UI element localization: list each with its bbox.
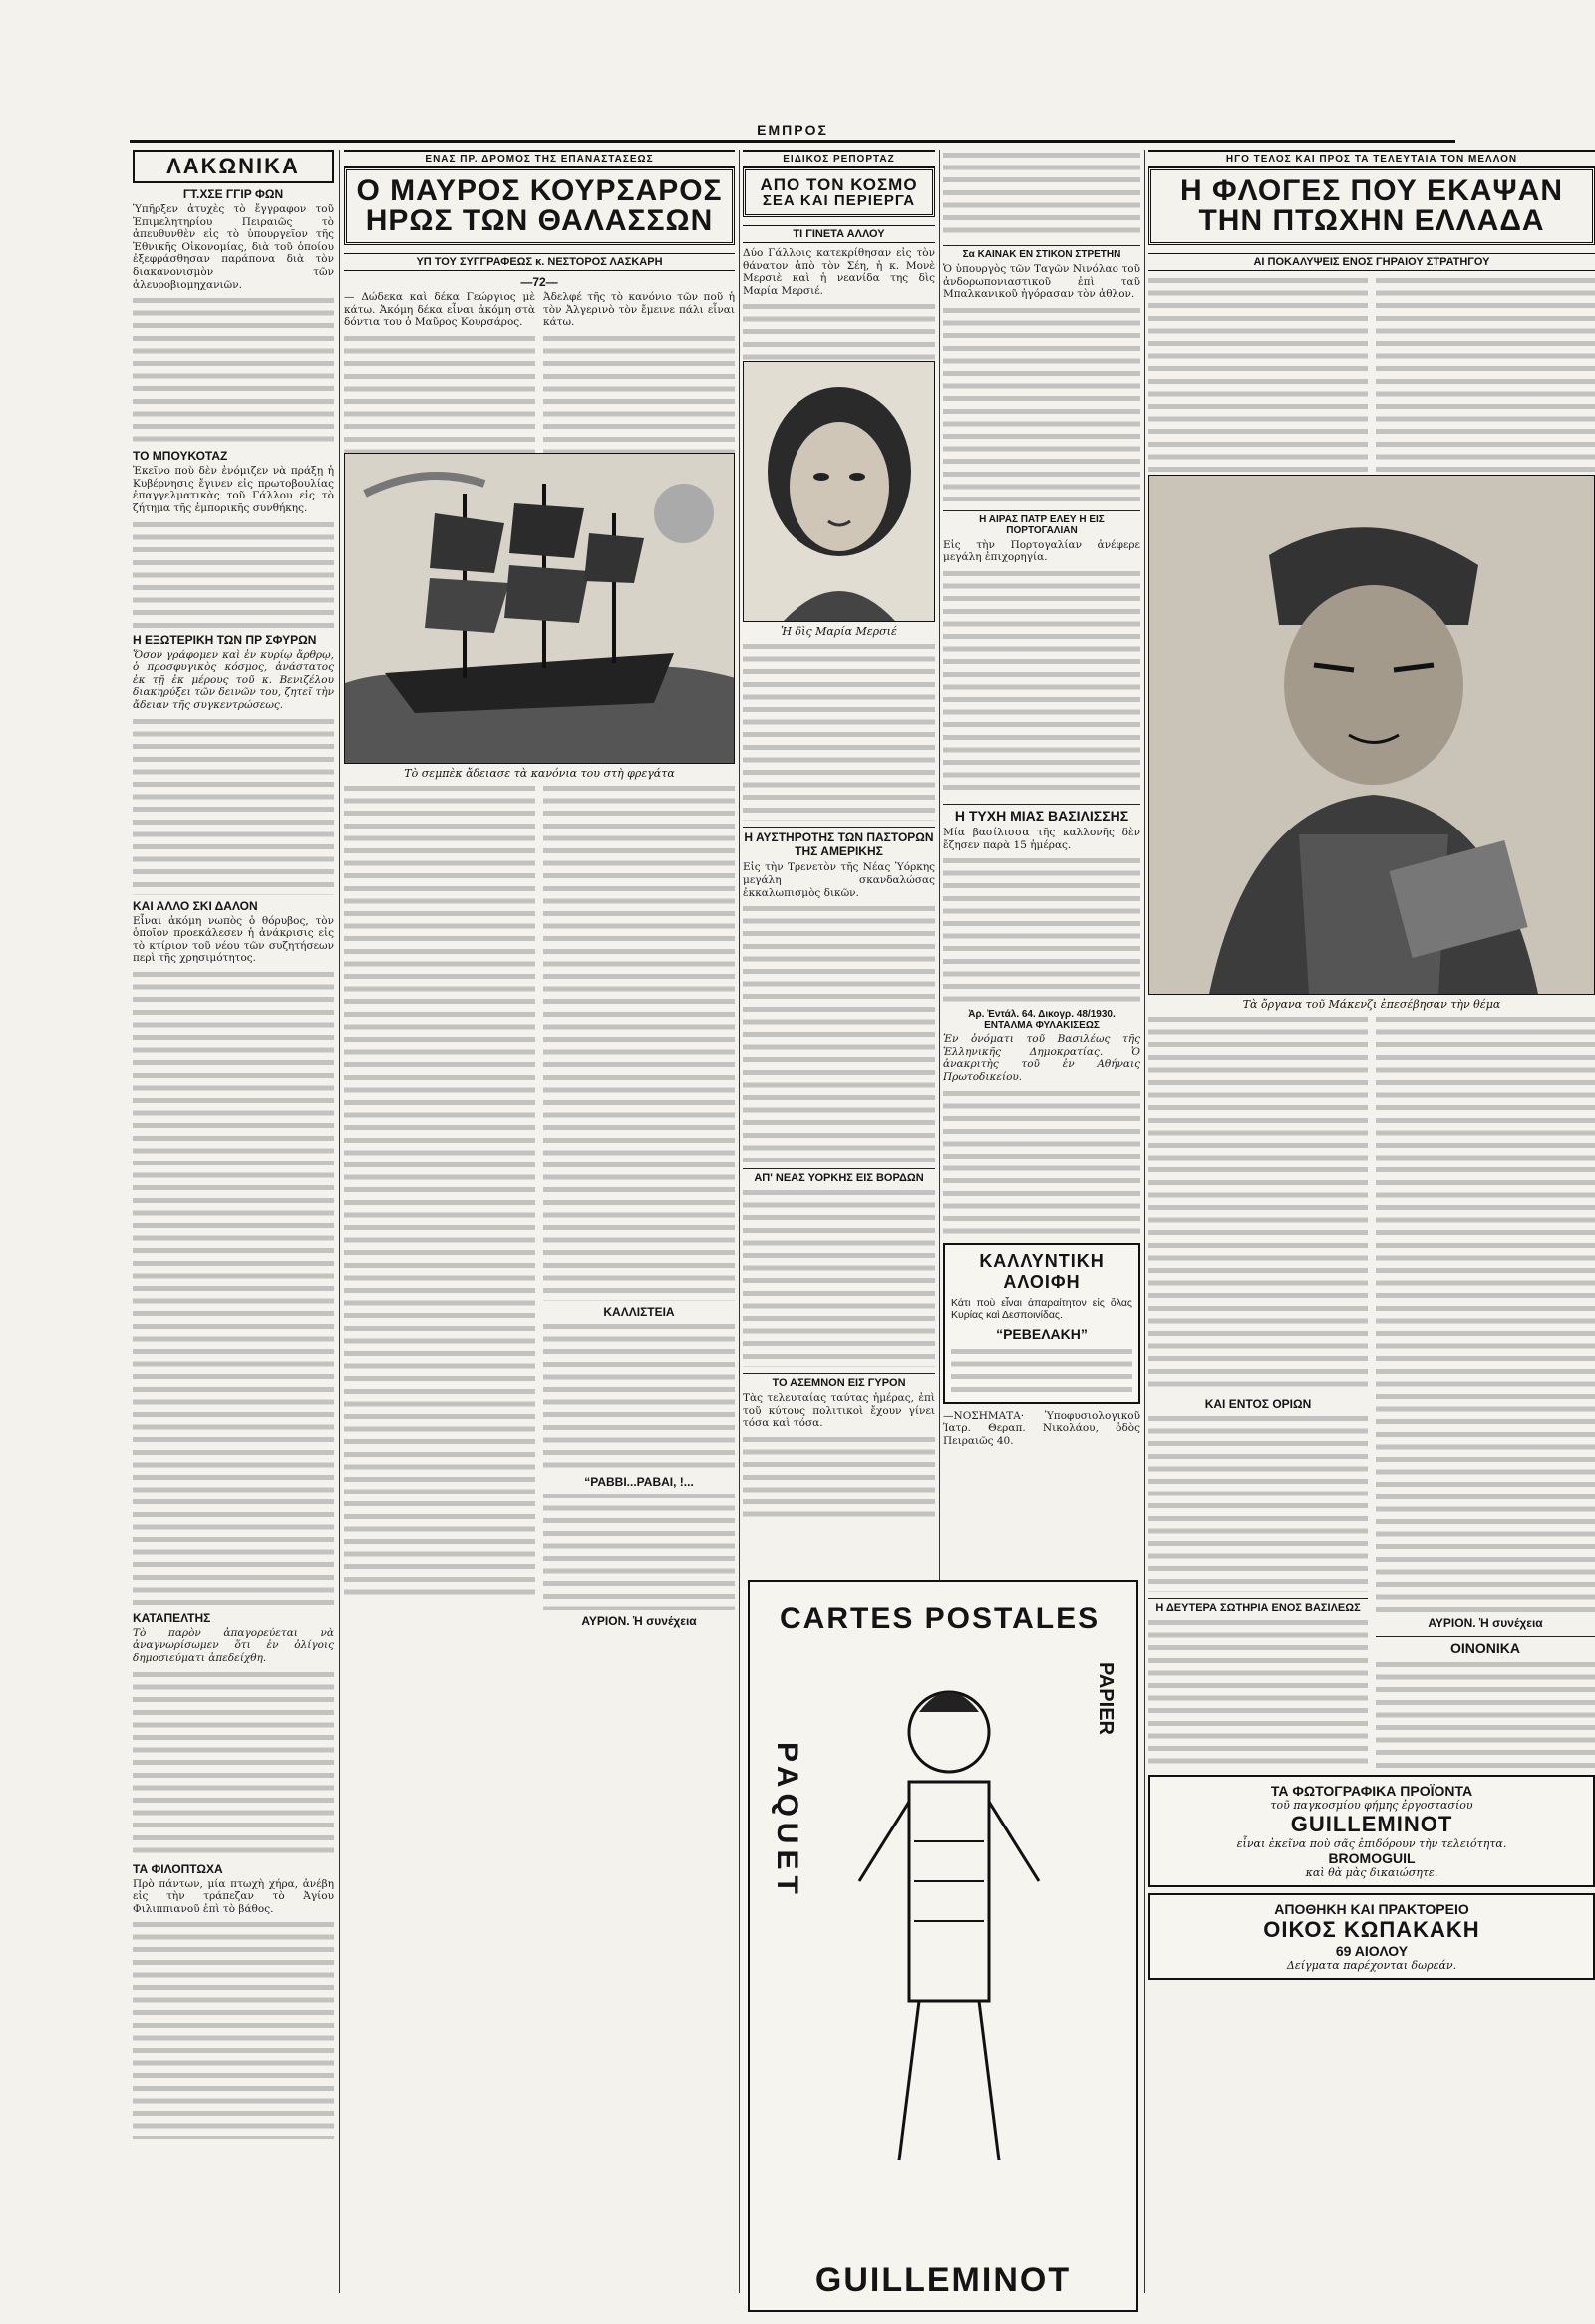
ad-footer: καὶ θὰ μὰς δικαιώσητε. bbox=[1305, 1866, 1438, 1879]
column-apo-ton-kosmo bbox=[743, 150, 935, 1565]
continued-note: ΑΥΡΙΟΝ. Ἡ συνέχεια bbox=[1428, 1616, 1543, 1630]
text-block bbox=[344, 333, 535, 453]
text-block bbox=[133, 1919, 334, 2139]
headline-line2: ΣΕΑ ΚΑΙ ΠΕΡΙΕΡΓΑ bbox=[762, 192, 916, 209]
text-block bbox=[133, 716, 334, 895]
byline: ΥΠ ΤΟΥ ΣΥΓΓΡΑΦΕΩΣ κ. ΝΕΣΤΟΡΟΣ ΛΑΣΚΑΡΗ bbox=[344, 253, 735, 271]
text-block bbox=[943, 568, 1140, 798]
ad-footer: Δείγματα παρέχονται δωρεάν. bbox=[1286, 1959, 1457, 1972]
section-heading: Η ΑΙΡΑΣ ΠΑΤΡ ΕΛΕΥ Η ΕΙΣ ΠΟΡΤΟΓΑΛΙΑΝ bbox=[943, 510, 1140, 536]
image-caption: Ἡ δὶς Μαρία Μερσιέ bbox=[781, 625, 897, 639]
article-paragraph: Ὁ ὑπουργὸς τῶν Ταγῶν Νινόλαο τοῦ ἀνδορωπονιαστικοῦ ἐπὶ ταῦ Μπαλκανικοῦ ἠγόρασαν τὸν ἀθλον. bbox=[943, 263, 1140, 301]
article-paragraph: Ὑπῆρξεν ἀτυχὲς τὸ ἔγγραφον τοῦ Ἐπιμελητηρίου Πειραιῶς τὸ ἀπευθυνθὲν εἰς τὸ ὑπουργεῖον τῆς Ἐθνικῆς Οἰκονομίας, διὰ τοῦ ὁποίου ἐξεφράσθησαν παράπονα διὰ τὸν διακανονισμὸν τῶν ἀλευροβιομηχανιῶν. bbox=[133, 203, 334, 291]
text-block bbox=[943, 150, 1140, 239]
article-paragraph: Τὸ παρὸν ἀπαγορεύεται νὰ ἀναγνωρίσωμεν ὅτι ἐν ὀλίγοις δημοσιεύματι ἀπεδείχθη. bbox=[133, 1626, 334, 1665]
article-paragraph: Πρὸ πάντων, μία πτωχὴ χήρα, ἀνέβη εἰς τὴν τράπεζαν τὸ Ἀγίου Φιλιππιανοῦ ἐπὶ τὸ βάθος. bbox=[133, 1877, 334, 1915]
photo-products-advertisement bbox=[1148, 1775, 1595, 1887]
text-block bbox=[543, 1491, 735, 1610]
article-paragraph: Ἐκεῖνο ποὺ δὲν ἐνόμιζεν νὰ πράξῃ ἡ Κυβέρνησις ἔγινεν εἰς πρωτοβουλίας ἐπαγγελματικὰς τοῦ Γάλλου εἰς τὸ ζήτημα τῆς ἐμπορικῆς συνθήκης. bbox=[133, 465, 334, 514]
text-block bbox=[1148, 275, 1368, 475]
headline-line2: ΗΡΩΣ ΤΩΝ ΘΑΛΑΣΣΩΝ bbox=[365, 204, 714, 237]
text-block bbox=[133, 519, 334, 629]
newspaper-title: ΕΜΠΡΟΣ bbox=[749, 122, 836, 138]
ointment-advertisement bbox=[943, 1243, 1140, 1404]
section-heading: Σα ΚΑΙΝΑΚ ΕΝ ΣΤΙΚΟΝ ΣΤΡΕΤΗΝ bbox=[943, 245, 1140, 260]
column-news bbox=[943, 150, 1140, 1565]
ad-brand: “ΡΕΒΕΛΑΚΗ” bbox=[996, 1325, 1088, 1342]
text-block bbox=[133, 1669, 334, 1858]
serial-kicker: ΕΝΑΣ ΠΡ. ΔΡΟΜΟΣ ΤΗΣ ΕΠΑΝΑΣΤΑΣΕΩΣ bbox=[344, 150, 735, 167]
lakonika-logo: ΛΑΚΩΝΙΚΑ bbox=[133, 150, 334, 183]
text-block bbox=[1376, 1659, 1595, 1769]
headline-line2: ΤΗΝ ΠΤΩΧΗΝ ΕΛΛΑΔΑ bbox=[1198, 204, 1545, 237]
warrant-heading: Ἀρ. Ἐντάλ. 64. Δικογρ. 48/1930. ΕΝΤΑΛΜΑ ΦΥΛΑΚΙΣΕΩΣ bbox=[968, 1009, 1116, 1032]
headline-box bbox=[344, 167, 735, 245]
text-block bbox=[543, 333, 735, 453]
section-heading: ΟΙΝΟΝΙΚΑ bbox=[1376, 1636, 1595, 1656]
text-block bbox=[1376, 275, 1595, 475]
masthead bbox=[130, 122, 1455, 143]
text-block bbox=[943, 855, 1140, 1005]
warrant-text: Ἐν ὀνόματι τοῦ Βασιλέως τῆς Ἑλληνικῆς Δημοκρατίας. Ὁ ἀνακριτὴς τοῦ ἐν Αθήναις Πρωτοδικείου. bbox=[943, 1033, 1140, 1083]
column-rule bbox=[339, 150, 340, 2293]
article-paragraph: Δύο Γάλλοις κατεκρίθησαν εἰς τὸν θάνατον ἀπὸ τὸν Σέη, ἡ κ. Μονὲ Μερσιὲ καὶ ἡ νεανίδα της δὶς Μαρία Μερσιέ. bbox=[743, 247, 935, 297]
headline-line1: ΑΠΟ ΤΟΝ ΚΟΣΜΟ bbox=[760, 175, 918, 194]
article-paragraph: Ὅσον γράφομεν καὶ ἐν κυρίῳ ἄρθρῳ, ὁ προσφυγικὸς κόσμος, ἀνάστατος ἐκ τῇ ἐκ μέρους τοῦ κ. Βενιζέλου διακηρύξει τῶν δεινῶν του, ζητεῖ τὴν ἄδειαν τῆς συγκεντρώσεως. bbox=[133, 648, 334, 711]
postcard-ad-side: PAPIER bbox=[1095, 1662, 1116, 1735]
ship-drawing bbox=[345, 454, 735, 763]
text-block bbox=[344, 783, 535, 1600]
continued-note: ΑΥΡΙΟΝ. Ἡ συνέχεια bbox=[581, 1613, 697, 1628]
text-block bbox=[543, 1321, 735, 1471]
column-floges bbox=[1148, 150, 1595, 2293]
column-rule bbox=[739, 150, 740, 2293]
section-heading: Η ΑΥΣΤΗΡΟΤΗΣ ΤΩΝ ΠΑΣΤΟΡΩΝ ΤΗΣ ΑΜΕΡΙΚΗΣ bbox=[743, 827, 935, 858]
lakonika-author: ΓΤ.ΧΣΕ ΓΓΙΡ ΦΩΝ bbox=[182, 187, 284, 201]
ad-title: ΚΑΛΛΥΝΤΙΚΗ ΑΛΟΙΦΗ bbox=[979, 1250, 1105, 1292]
serial-number: —72— bbox=[520, 275, 558, 289]
ad-title: ΑΠΟΘΗΚΗ ΚΑΙ ΠΡΑΚΤΟΡΕΙΟ bbox=[1274, 1901, 1469, 1917]
ad-text: εἶναι ἐκεῖνα ποὺ σᾶς ἐπιδόρουν τὴν τελειότητα. bbox=[1236, 1837, 1507, 1850]
text-block bbox=[743, 641, 935, 821]
text-block bbox=[1148, 1014, 1368, 1393]
text-block bbox=[743, 301, 935, 361]
column-mavros-koursaros bbox=[344, 150, 735, 2293]
headline-box bbox=[1148, 167, 1595, 245]
article-paragraph: Εἶναι ἀκόμη νωπὸς ὁ θόρυβος, τὸν ὁποῖον προεκάλεσεν ἡ ἀνάκρισις εἰς τὸ κτίριον τοῦ νέου τῶν συζητήσεων περὶ τῆς χρησιμότητος. bbox=[133, 914, 334, 965]
section-kicker: ΕΙΔΙΚΟΣ ΡΕΠΟΡΤΑΖ bbox=[743, 150, 935, 167]
section-heading: ΤΟ ΑΣΕΜΝΟΝ ΕΙΣ ΓΥΡΟΝ bbox=[743, 1373, 935, 1389]
image-caption: Τὸ σεμπὲκ ἄδειασε τὰ κανόνια του στὴ φρεγάτα bbox=[404, 766, 675, 780]
article-paragraph: — Δώδεκα καὶ δέκα Γεώργιος μὲ κάτω. Ἀκόμη δέκα εἶναι ἀκόμη στὰ δόντια του ὁ Μαῦρος Κουρσάρος. bbox=[344, 291, 535, 329]
section-heading: Η ΤΥΧΗ ΜΙΑΣ ΒΑΣΙΛΙΣΣΗΣ bbox=[943, 804, 1140, 824]
column-lakonika bbox=[133, 150, 334, 2293]
text-block bbox=[743, 903, 935, 1162]
text-block bbox=[743, 1434, 935, 1523]
ad-store-name: ΟΙΚΟΣ ΚΩΠΑΚΑΚΗ bbox=[1263, 1917, 1480, 1942]
postcard-advertisement bbox=[748, 1580, 1138, 2312]
text-block bbox=[1376, 1014, 1595, 1612]
text-block bbox=[743, 1187, 935, 1367]
ad-text: Κάτι ποὺ εἶναι ἀπαραίτητον εἰς ὅλας Κυρίας καὶ Δεσποινίδας. bbox=[951, 1296, 1132, 1322]
section-heading: ΚΑΙ ΑΛΛΟ ΣΚΙ ΔΑΛΟΝ bbox=[133, 898, 258, 913]
section-heading: ΑΠ' ΝΕΑΣ ΥΟΡΚΗΣ ΕΙΣ ΒΟΡΔΩΝ bbox=[743, 1168, 935, 1184]
ad-address: 69 ΑΙΟΛΟΥ bbox=[1335, 1943, 1409, 1959]
byline: ΑΙ ΠΟΚΑΛΥΨΕΙΣ ΕΝΟΣ ΓΗΡΑΙΟΥ ΣΤΡΑΤΗΓΟΥ bbox=[1148, 253, 1595, 271]
store-advertisement bbox=[1148, 1893, 1595, 1980]
headline-box bbox=[743, 167, 935, 217]
section-heading: ΚΑΛΛΙΣΤΕΙΑ bbox=[603, 1304, 675, 1319]
section-heading: ΤΑ ΦΙΛΟΠΤΩΧΑ bbox=[133, 1861, 223, 1876]
soldier-drawing bbox=[1149, 476, 1595, 994]
ad-subtitle: τοῦ παγκοσμίου φήμης ἐργοστασίου bbox=[1270, 1799, 1473, 1812]
text-block bbox=[133, 969, 334, 1607]
byline: ΤΙ ΓΙΝΕΤΑ ΑΛΛΟΥ bbox=[743, 225, 935, 243]
section-heading: ΚΑΙ ΕΝΤΟΣ ΟΡΙΩΝ bbox=[1204, 1397, 1312, 1411]
headline-line1: Ο ΜΑΥΡΟΣ ΚΟΥΡΣΑΡΟΣ bbox=[356, 174, 723, 207]
text-block bbox=[951, 1346, 1132, 1396]
section-heading: Η ΕΞΩΤΕΡΙΚΗ ΤΩΝ ΠΡ ΣΦΥΡΩΝ bbox=[133, 632, 317, 647]
postcard-ad-vertical: PAQUET bbox=[771, 1742, 803, 1900]
article-paragraph: Μία βασίλισσα τῆς καλλονῆς δὲν ἔζησεν παρὰ 15 ἡμέρας. bbox=[943, 826, 1140, 851]
ad-brand-2: BROMOGUIL bbox=[1328, 1850, 1416, 1866]
portrait-photo bbox=[743, 361, 935, 622]
image-caption: Τὰ ὄργανα τοῦ Μάκενζι ἐπεσέβησαν τὴν θέμα bbox=[1242, 998, 1501, 1011]
text-block bbox=[543, 783, 735, 1301]
article-paragraph: Εἰς τὴν Τρενετὸν τῆς Νέας Ὑόρκης μεγάλη σκανδαλώσας ἐκκαλωπισμὸς δικῶν. bbox=[743, 861, 935, 899]
headline-line1: Η ΦΛΟΓΕΣ ΠΟΥ ΕΚΑΨΑΝ bbox=[1180, 174, 1563, 207]
text-block bbox=[133, 295, 334, 445]
text-block bbox=[1148, 1617, 1368, 1767]
article-paragraph: Ἀδελφέ τῆς τὸ κανόνιο τῶν ποῦ ἡ τὸν Ἀλγερινὸ τὸν ἔμεινε πάλι εἶναι κάτω. bbox=[543, 291, 735, 329]
postcard-ad-brand: GUILLEMINOT bbox=[814, 2261, 1072, 2299]
ad-title: ΤΑ ΦΩΤΟΓΡΑΦΙΚΑ ΠΡΟΪΟΝΤΑ bbox=[1270, 1783, 1473, 1799]
section-heading: ΚΑΤΑΠΕΛΤΗΣ bbox=[133, 1610, 211, 1625]
section-heading: “ΡΑΒΒΙ...ΡΑΒΑΙ, !... bbox=[584, 1474, 694, 1489]
column-rule bbox=[1144, 150, 1145, 2293]
notice-text: —ΝΟΣΗΜΑΤΑ· Ὑποφυσιολογικοῦ Ἰατρ. Θεραπ. Νικολάου, ὁδὸς Πειραιῶς 40. bbox=[943, 1409, 1140, 1447]
section-heading: Η ΔΕΥΤΕΡΑ ΣΩΤΗΡΙΑ ΕΝΟΣ ΒΑΣΙΛΕΩΣ bbox=[1148, 1598, 1368, 1614]
text-block bbox=[943, 1088, 1140, 1237]
article-paragraph: Τὰς τελευταίας ταύτας ἡμέρας, ἐπὶ τοῦ κύτους πολιτικοὶ ἔχουν γίνει τόσα καὶ τόσα. bbox=[743, 1392, 935, 1430]
text-block bbox=[943, 305, 1140, 504]
ad-brand: GUILLEMINOT bbox=[1290, 1812, 1453, 1836]
article-paragraph: Εἰς τὴν Πορτογαλίαν ἀνέφερε μεγάλη ἐπιχορηγία. bbox=[943, 538, 1140, 564]
postcard-ad-top: CARTES POSTALES bbox=[780, 1602, 1101, 1635]
portrait-drawing bbox=[744, 362, 935, 621]
text-block bbox=[1148, 1413, 1368, 1592]
soldier-illustration bbox=[1148, 475, 1595, 995]
postcard-figure-illustration bbox=[839, 1662, 1059, 2180]
serial-kicker: ΗΓΟ ΤΕΛΟΣ ΚΑΙ ΠΡΟΣ ΤΑ ΤΕΛΕΥΤΑΙΑ ΤΟΝ ΜΕΛΛΟΝ bbox=[1148, 150, 1595, 167]
section-heading: ΤΟ ΜΠΟΥΚΟΤΑΖ bbox=[133, 449, 228, 464]
ship-illustration bbox=[344, 453, 735, 764]
